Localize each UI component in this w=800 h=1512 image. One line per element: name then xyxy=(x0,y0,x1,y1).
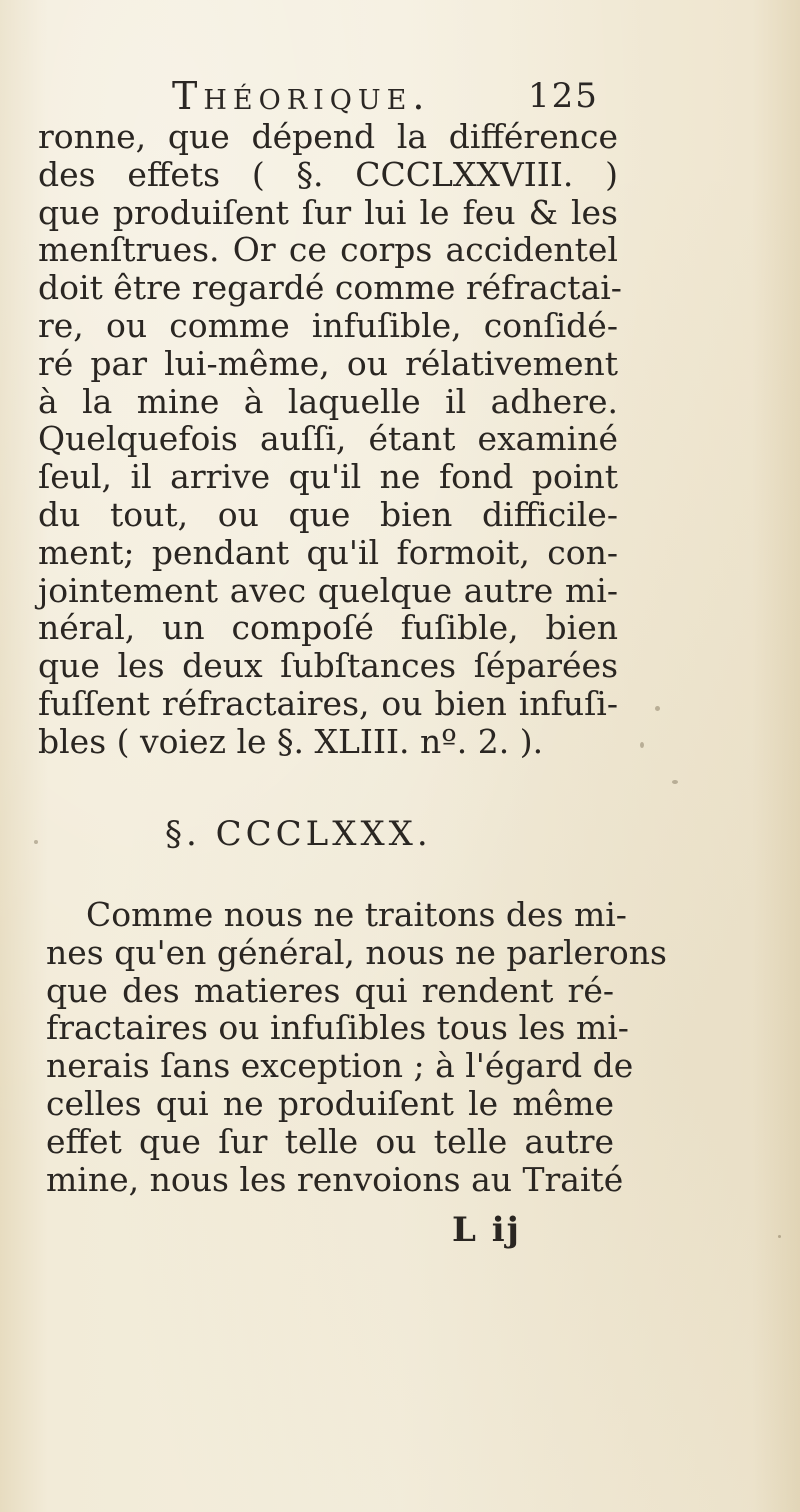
paper-speck xyxy=(778,1235,781,1238)
text-line: ré par lui-même, ou rélativement xyxy=(38,343,618,383)
signature-mark: L ij xyxy=(452,1210,521,1250)
paragraph-1 xyxy=(38,118,638,761)
text-line: fuſſent réfractaires, ou bien infuſi- xyxy=(38,683,618,723)
text-line: Quelquefois auſſi, étant examiné xyxy=(38,419,618,459)
running-head: Théorique. xyxy=(172,74,431,118)
text-line: bles ( voiez le §. XLIII. nº. 2. ). xyxy=(38,721,544,761)
text-line: nerais ſans exception ; à l'égard de xyxy=(46,1046,634,1086)
text-line: ment; pendant qu'il formoit, con- xyxy=(38,532,618,572)
text-line: nes qu'en général, nous ne parlerons xyxy=(46,932,667,972)
paper-speck xyxy=(655,706,660,711)
text-line: néral, un compoſé fuſible, bien xyxy=(38,608,618,648)
section-number: §. CCCLXXX. xyxy=(165,814,432,854)
paper-speck xyxy=(640,742,644,748)
text-line: celles qui ne produiſent le même xyxy=(46,1083,614,1123)
text-line: re, ou comme infuſible, conſidé- xyxy=(38,305,618,345)
text-line: effet que ſur telle ou telle autre xyxy=(46,1121,614,1161)
text-line: à la mine à laquelle il adhere. xyxy=(38,381,618,421)
paper-speck xyxy=(34,840,38,844)
text-line: des effets ( §. CCCLXXVIII. ) xyxy=(38,154,618,194)
paragraph-2 xyxy=(46,895,667,1199)
text-line: jointement avec quelque autre mi- xyxy=(38,570,618,610)
text-line: du tout, ou que bien difficile- xyxy=(38,494,618,534)
text-line: fractaires ou infuſibles tous les mi- xyxy=(46,1008,629,1048)
text-line: menſtrues. Or ce corps accidentel xyxy=(38,230,618,270)
text-line: que les deux ſubſtances ſéparées xyxy=(38,646,618,686)
paper-speck xyxy=(672,780,678,784)
page-number: 125 xyxy=(528,76,599,116)
text-line: mine, nous les renvoions au Traité xyxy=(46,1159,624,1199)
text-line: que des matieres qui rendent ré- xyxy=(46,970,614,1010)
text-line: que produiſent ſur lui le feu & les xyxy=(38,192,618,232)
text-line: ronne, que dépend la différence xyxy=(38,117,618,156)
text-line: Comme nous ne traitons des mi- xyxy=(86,895,627,934)
text-line: doit être regardé comme réfractai- xyxy=(38,268,622,308)
text-line: ſeul, il arrive qu'il ne fond point xyxy=(38,457,618,497)
